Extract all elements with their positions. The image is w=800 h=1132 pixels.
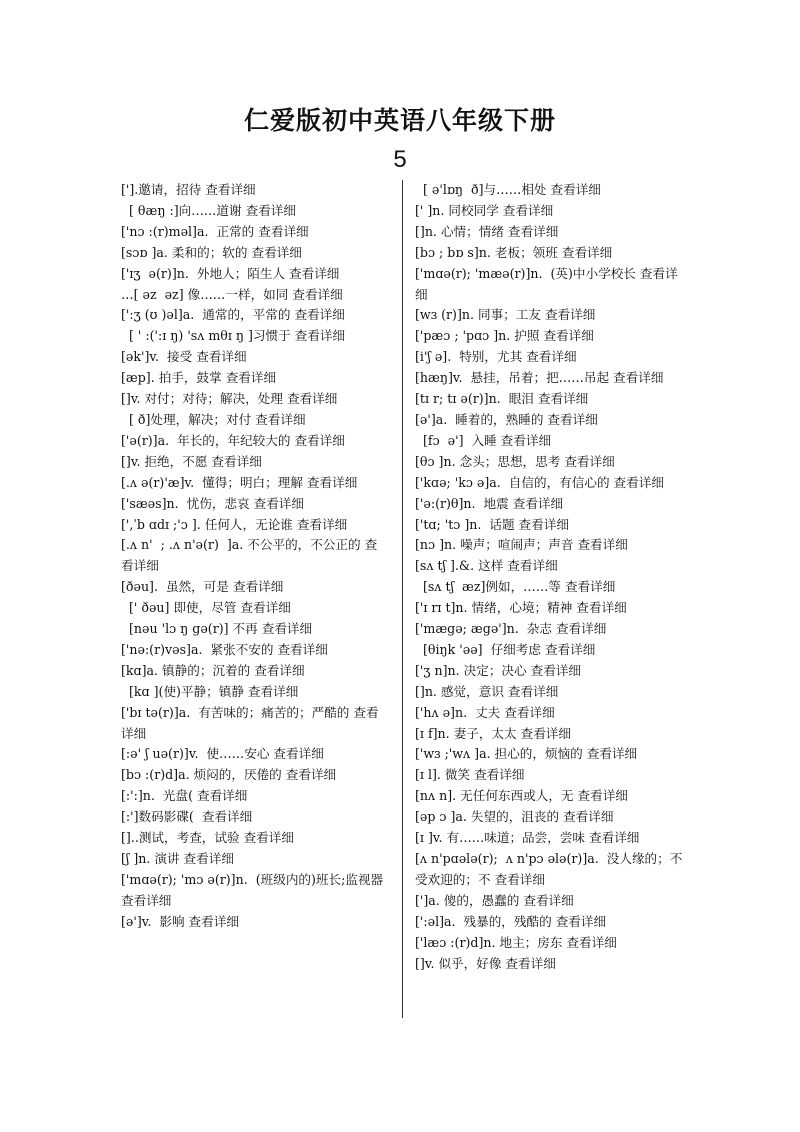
vocab-entry: [sʌ tʃ æz]例如，……等 查看详细 [415, 579, 616, 595]
vocab-entry: [ðəu]. 虽然，可是 查看详细 [121, 579, 284, 595]
vocab-entry: []n. 心情；情绪 查看详细 [415, 223, 559, 239]
vocab-entry: ['ə(r)]a. 年长的，年纪较大的 查看详细 [121, 432, 345, 448]
unit-number: 5 [393, 146, 407, 173]
vocab-entry: [' ]n. 同校同学 查看详细 [415, 202, 554, 218]
vocab-entry: [ə']v. 影响 查看详细 [121, 913, 239, 929]
vocab-entry: [:ə' ʃ uə(r)]v. 使……安心 查看详细 [121, 746, 324, 762]
vocab-entry: ['mɑə(r); 'mɔ ə(r)]n. (班级内的)班长;监视器 查看详细 [121, 871, 388, 908]
vocab-entry: [kɑ]a. 镇静的；沉着的 查看详细 [121, 662, 305, 678]
vocab-entry: ['].邀请，招待 查看详细 [121, 182, 256, 197]
vocab-entry: ['hʌ ə]n. 丈夫 查看详细 [415, 704, 555, 720]
vocab-entry: [ʌ n'pɑələ(r); ʌ n'pɔ ələ(r)]a. 没人缘的；不受欢迎的；不 查看详细 [415, 851, 683, 887]
vocab-entry: [ə']a. 睡着的，熟睡的 查看详细 [415, 411, 598, 427]
vocab-entry: [' ðəu] 即使，尽管 查看详细 [121, 600, 291, 616]
vocab-entry: [tɪ r; tɪ ə(r)]n. 眼泪 查看详细 [415, 391, 589, 407]
vocab-entry: [ ' :(':ɪ ŋ) 'sʌ mθɪ ŋ ]习惯于 查看详细 [121, 328, 346, 344]
vocab-entry: ['ʒ n]n. 决定；决心 查看详细 [415, 662, 581, 678]
vocab-entry: ['kɑə; 'kɔ ə]a. 自信的，有信心的 查看详细 [415, 474, 664, 490]
vocab-entry: [θiŋk 'əə] 仔细考虑 查看详细 [415, 641, 596, 657]
vocab-entry: [æp]. 拍手，鼓掌 查看详细 [121, 370, 277, 386]
vocab-entry: [']a. 傻的，愚蠢的 查看详细 [415, 892, 574, 908]
vocab-entry: []n. 感觉，意识 查看详细 [415, 683, 559, 699]
vocab-entry: [ ə'lɒŋ ð]与……相处 查看详细 [415, 182, 601, 197]
column-divider [402, 180, 403, 1018]
vocab-entry: [ək']v. 接受 查看详细 [121, 349, 247, 365]
vocab-entry: [hæŋ]v. 悬挂，吊着；把……吊起 查看详细 [415, 370, 664, 386]
vocabulary-column-left [121, 180, 389, 933]
vocab-entry: [':ʒ (ʊ )əl]a. 通常的，平常的 查看详细 [121, 307, 345, 323]
vocab-entry: []..测试，考查，试验 查看详细 [121, 830, 294, 846]
vocab-entry: ['nɔ :(r)məl]a. 正常的 查看详细 [121, 223, 309, 239]
vocab-entry: ['bɪ tə(r)]a. 有苦味的；痛苦的；严酷的 查看详细 [121, 704, 379, 741]
vocab-entry: [bɔ ; bɒ s]n. 老板；领班 查看详细 [415, 244, 613, 260]
vocab-entry: [ɪ f]n. 妻子，太太 查看详细 [415, 725, 571, 741]
vocab-entry: [sɔɒ ]a. 柔和的；软的 查看详细 [121, 244, 302, 260]
vocab-entry: [.ʌ n' ; .ʌ n'ə(r) ]a. 不公平的，不公正的 查看详细 [121, 537, 378, 574]
vocab-entry: [nʌ n]. 无任何东西或人，无 查看详细 [415, 788, 628, 804]
vocab-entry: [əp ɔ ]a. 失望的，沮丧的 查看详细 [415, 809, 614, 825]
vocab-entry: [wɜ (r)]n. 同事；工友 查看详细 [415, 307, 596, 323]
vocab-entry: [ ð]处理，解决；对付 查看详细 [121, 411, 306, 427]
vocab-entry: [ɪ l]. 微笑 查看详细 [415, 767, 525, 783]
vocabulary-column-right [415, 180, 683, 974]
vocab-entry: ['mɑə(r); 'mæə(r)]n. (英)中小学校长 查看详细 [415, 265, 678, 302]
vocab-entry: [',ˈb ɑdɪ ;'ɔ ]. 任何人，无论谁 查看详细 [121, 516, 348, 532]
vocab-entry: [ θæŋ :]向……道谢 查看详细 [121, 202, 296, 218]
vocab-entry: ['ə:(r)θ]n. 地震 查看详细 [415, 495, 564, 511]
vocab-entry: []v. 似乎，好像 查看详细 [415, 955, 556, 971]
vocab-entry: ['wɜ ;'wʌ ]a. 担心的，烦恼的 查看详细 [415, 746, 638, 762]
vocab-entry: [nɔ ]n. 噪声；喧闹声；声音 查看详细 [415, 537, 628, 553]
vocab-entry: ['ɪʒ ə(r)]n. 外地人；陌生人 查看详细 [121, 265, 340, 281]
vocab-entry: [fɔ ə'] 入睡 查看详细 [415, 432, 552, 448]
vocab-entry: ['læɔ :(r)d]n. 地主；房东 查看详细 [415, 934, 617, 950]
vocab-entry: []v. 对付；对待；解决，处理 查看详细 [121, 391, 338, 407]
vocab-entry: [kɑ ](使)平静；镇静 查看详细 [121, 683, 299, 699]
vocab-entry: [sʌ tʃ ].&. 这样 查看详细 [415, 558, 558, 574]
vocab-entry: ['ɪ rɪ t]n. 情绪，心境；精神 查看详细 [415, 600, 627, 616]
vocab-entry: [i'ʃ ə]. 特别，尤其 查看详细 [415, 349, 577, 365]
vocab-entry: [ɪ ]v. 有……味道；品尝，尝味 查看详细 [415, 830, 640, 846]
vocab-entry: ['sæəs]n. 忧伤，悲哀 查看详细 [121, 495, 304, 511]
vocab-entry: [:']数码影碟( 查看详细 [121, 809, 253, 825]
vocab-entry: [bɔ :(r)d]a. 烦闷的，厌倦的 查看详细 [121, 767, 337, 783]
vocab-entry: [θɔ ]n. 念头；思想，思考 查看详细 [415, 453, 615, 469]
document-title: 仁爱版初中英语八年级下册 [243, 106, 556, 135]
vocab-entry: []v. 拒绝，不愿 查看详细 [121, 453, 262, 469]
vocab-entry: [':əl]a. 残暴的，残酷的 查看详细 [415, 913, 607, 929]
vocab-entry: ['tɑ; 'tɔ ]n. 话题 查看详细 [415, 516, 569, 532]
vocab-entry: [nəu 'lɔ ŋ gə(r)] 不再 查看详细 [121, 621, 313, 637]
vocab-entry: ['nə:(r)vəs]a. 紧张不安的 查看详细 [121, 641, 328, 657]
vocab-entry: [ʃ ]n. 演讲 查看详细 [121, 851, 234, 866]
vocab-entry: [:':]n. 光盘( 查看详细 [121, 788, 248, 804]
vocab-entry: ['pæɔ ; 'pɑɔ ]n. 护照 查看详细 [415, 328, 594, 344]
vocab-entry: ['mægə; ægə']n. 杂志 查看详细 [415, 621, 607, 637]
vocab-entry: [.ʌ ə(r)'æ]v. 懂得；明白；理解 查看详细 [121, 474, 358, 490]
vocab-entry: …[ əz əz] 像……一样，如同 查看详细 [121, 286, 343, 302]
